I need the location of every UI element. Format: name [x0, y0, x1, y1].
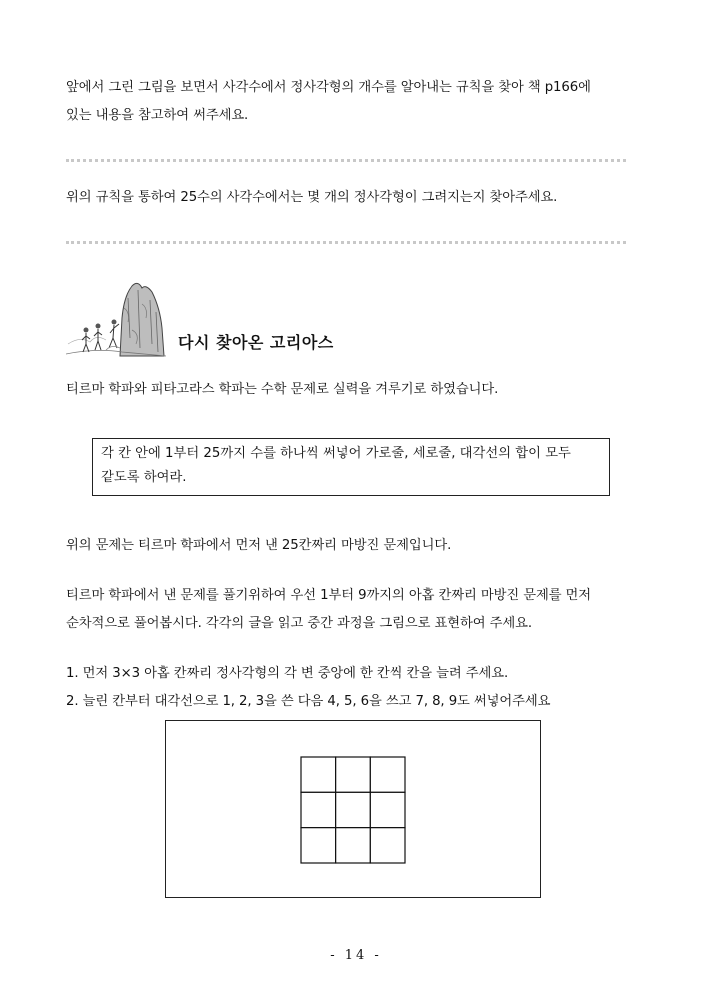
intro-line-1: 앞에서 그린 그림을 보면서 사각수에서 정사각형의 개수를 알아내는 규칙을 찾아 책 p166에 [66, 80, 591, 95]
grid-cell[interactable] [336, 828, 371, 863]
instruction-line-1: 티르마 학파에서 낸 문제를 풀기위하여 우선 1부터 9까지의 아홉 칸짜리 마방진 문제를 먼저 [66, 588, 592, 603]
step-1: 1. 먼저 3×3 아홉 칸짜리 정사각형의 각 변 중앙에 한 칸씩 칸을 늘려 주세요. [66, 666, 509, 681]
steps-list [66, 660, 646, 716]
instruction-paragraph [66, 582, 646, 638]
grid-cell[interactable] [301, 757, 336, 792]
problem-line-1: 각 칸 안에 1부터 25까지 수를 하나씩 써넣어 가로줄, 세로줄, 대각선의 합이 모두 [101, 446, 571, 461]
intro-line-2: 있는 내용을 참고하여 써주세요. [66, 108, 249, 123]
explanation-text: 위의 문제는 티르마 학파에서 먼저 낸 25칸짜리 마방진 문제입니다. [66, 538, 452, 553]
people-at-rock-illustration [66, 278, 168, 358]
problem-line-2: 같도록 하여라. [101, 470, 187, 485]
page-number: - 14 - [330, 948, 382, 963]
answer-line-1[interactable] [66, 159, 626, 162]
intro-paragraph [66, 74, 646, 130]
drawing-area[interactable] [165, 720, 541, 898]
grid-cell[interactable] [336, 757, 371, 792]
grid-cell[interactable] [370, 757, 405, 792]
grid-cell[interactable] [370, 792, 405, 827]
instruction-line-2: 순차적으로 풀어봅시다. 각각의 글을 읽고 중간 과정을 그림으로 표현하여 주세요. [66, 616, 532, 631]
step-2: 2. 늘린 칸부터 대각선으로 1, 2, 3을 쓴 다음 4, 5, 6을 쓰고 7, 8, 9도 써넣어주세요 [66, 694, 551, 709]
grid-cell[interactable] [370, 828, 405, 863]
three-by-three-grid[interactable] [300, 756, 406, 864]
section-title: 다시 찾아온 고리아스 [178, 333, 334, 352]
answer-line-2[interactable] [66, 241, 626, 244]
problem-box [92, 438, 610, 496]
question-2: 위의 규칙을 통하여 25수의 사각수에서는 몇 개의 정사각형이 그려지는지 찾아주세요. [66, 190, 558, 205]
grid-cell[interactable] [301, 792, 336, 827]
grid-cell[interactable] [336, 792, 371, 827]
grid-cell[interactable] [301, 828, 336, 863]
story-text: 티르마 학파와 피타고라스 학파는 수학 문제로 실력을 겨루기로 하였습니다. [66, 382, 499, 397]
